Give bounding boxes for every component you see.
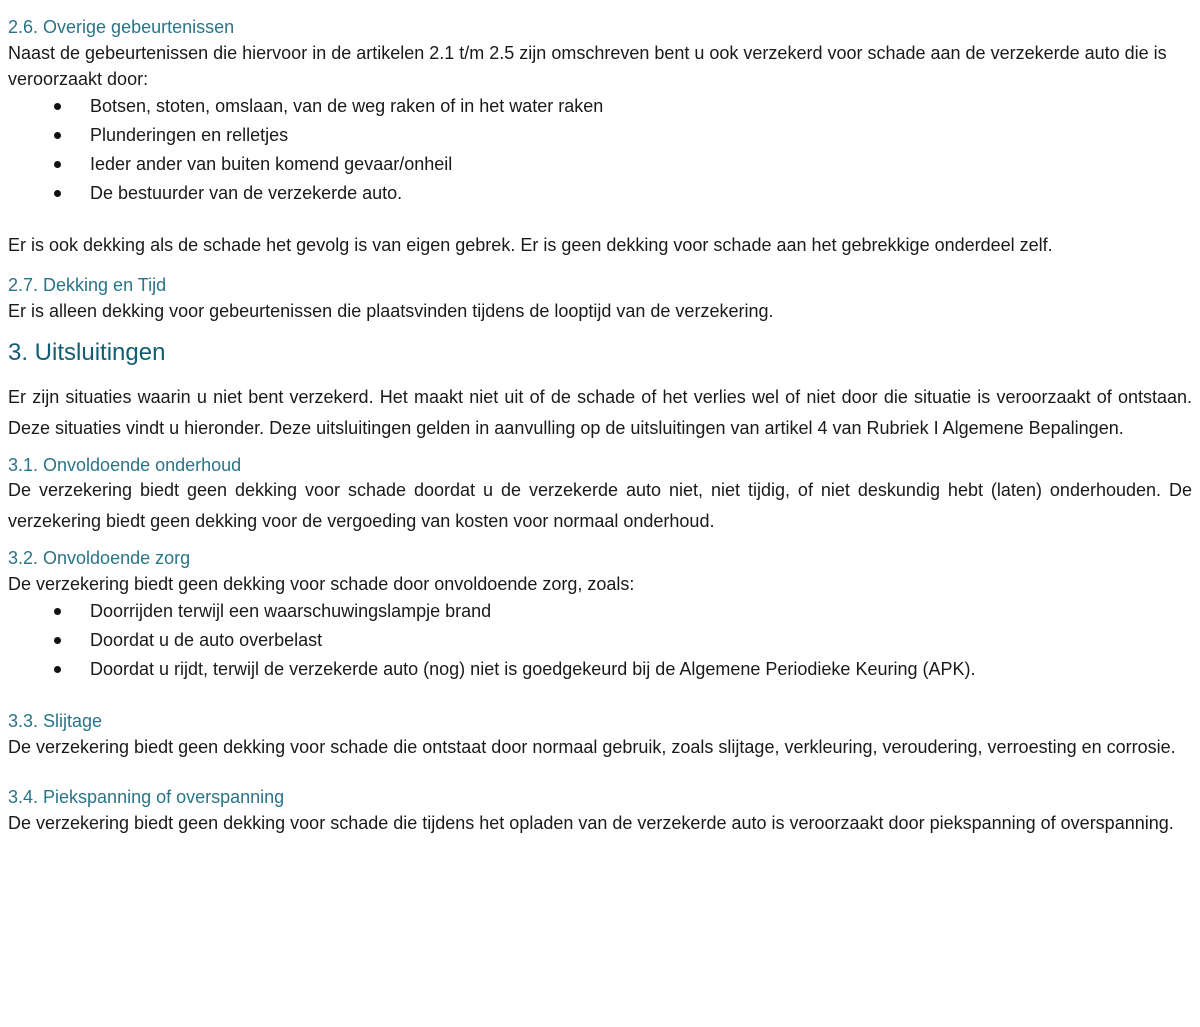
page-title: 3. Uitsluitingen <box>8 339 166 366</box>
section-heading-2-6: 2.6. Overige gebeurtenissen <box>8 17 235 37</box>
section-heading-3-4: 3.4. Piekspanning of overspanning <box>8 787 285 807</box>
list-item <box>8 179 1192 208</box>
section-2-6-intro: Naast de gebeurtenissen die hiervoor in de artikelen 2.1 t/m 2.5 zijn omschreven bent u ook verzekerd voor schade aan de verzekerde auto die is veroorzaakt door: <box>8 43 1167 89</box>
section-3-1-text: De verzekering biedt geen dekking voor schade doordat u de verzekerde auto niet, niet tijdig, of niet deskundig hebt (laten) onderhouden. De verzekering biedt geen dekking voor de vergoeding van kosten voor normaal onderhoud. <box>8 480 1192 531</box>
list-item-text: Doordat u rijdt, terwijl de verzekerde auto (nog) niet is goedgekeurd bij de Algemene Periodieke Keuring (APK). <box>90 659 976 679</box>
section-3-text: Er zijn situaties waarin u niet bent verzekerd. Het maakt niet uit of de schade of het verlies wel of niet door die situatie is veroorzaakt of ontstaan. Deze situaties vindt u hieronder. Deze uitsluitingen gelden in aanvulling op de uitsluitingen van artikel 4 van Rubriek I Algemene Bepalingen. <box>8 387 1192 438</box>
section-heading-3-2: 3.2. Onvoldoende zorg <box>8 548 191 568</box>
bullet-icon <box>54 666 61 673</box>
bullet-icon <box>54 103 61 110</box>
bullet-icon <box>54 161 61 168</box>
bullet-icon <box>54 608 61 615</box>
section-3-2-intro: De verzekering biedt geen dekking voor schade door onvoldoende zorg, zoals: <box>8 574 635 594</box>
list-item-text: De bestuurder van de verzekerde auto. <box>90 183 403 203</box>
bullet-icon <box>54 190 61 197</box>
bullet-icon <box>54 637 61 644</box>
list-item-text: Doordat u de auto overbelast <box>90 630 323 650</box>
list-item <box>8 92 1192 121</box>
list-item-text: Plunderingen en relletjes <box>90 125 289 145</box>
list-item <box>8 655 1192 684</box>
list-item <box>8 150 1192 179</box>
list-item <box>8 121 1192 150</box>
section-heading-3-3: 3.3. Slijtage <box>8 711 103 731</box>
bullet-icon <box>54 132 61 139</box>
list-item-text: Doorrijden terwijl een waarschuwingslampje brand <box>90 601 492 621</box>
section-3-4-text: De verzekering biedt geen dekking voor schade die tijdens het opladen van de verzekerde auto is veroorzaakt door piekspanning of overspanning. <box>8 813 1174 833</box>
section-3-3-text: De verzekering biedt geen dekking voor schade die ontstaat door normaal gebruik, zoals slijtage, verkleuring, veroudering, verroesting en corrosie. <box>8 737 1176 757</box>
section-heading-2-7: 2.7. Dekking en Tijd <box>8 275 167 295</box>
section-3-2-list <box>8 597 1192 684</box>
list-item-text: Botsen, stoten, omslaan, van de weg raken of in het water raken <box>90 96 604 116</box>
section-2-6-list <box>8 92 1192 208</box>
section-2-7-text: Er is alleen dekking voor gebeurtenissen die plaatsvinden tijdens de looptijd van de verzekering. <box>8 301 774 321</box>
section-2-6-outro: Er is ook dekking als de schade het gevolg is van eigen gebrek. Er is geen dekking voor schade aan het gebrekkige onderdeel zelf. <box>8 235 1053 255</box>
section-heading-3-1: 3.1. Onvoldoende onderhoud <box>8 455 242 475</box>
list-item <box>8 597 1192 626</box>
list-item <box>8 626 1192 655</box>
list-item-text: Ieder ander van buiten komend gevaar/onheil <box>90 154 453 174</box>
